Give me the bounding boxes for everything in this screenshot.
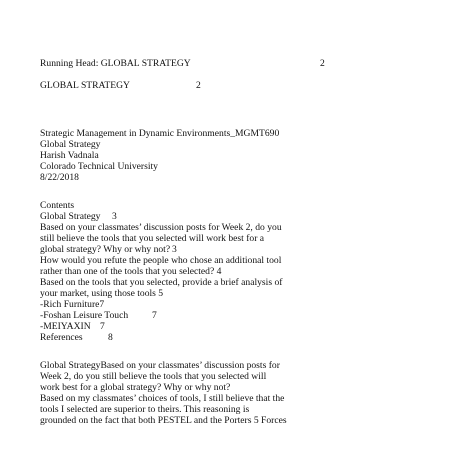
contents-item: -MEIYAXIN 7 (40, 321, 105, 332)
contents-item: How would you refute the people who chose an additional tool (40, 255, 282, 266)
body-line: Week 2, do you still believe the tools that you selected will (40, 371, 267, 382)
body-line: work best for a global strategy? Why or why not? (40, 382, 231, 393)
contents-item: -Foshan Leisure Touch 7 (40, 310, 157, 321)
body-line: grounded on the fact that both PESTEL and the Porters 5 Forces (40, 415, 287, 426)
author-name: Harish Vadnala (40, 150, 99, 161)
header-repeat: GLOBAL STRATEGY 2 (40, 80, 201, 91)
contents-item: Global Strategy 3 (40, 211, 117, 222)
contents-item: References 8 (40, 332, 113, 343)
course-title: Strategic Management in Dynamic Environments_MGMT690 (40, 128, 280, 139)
contents-heading: Contents (40, 200, 75, 211)
contents-item: Based on the tools that you selected, provide a brief analysis of (40, 277, 283, 288)
paper-title: Global Strategy (40, 139, 101, 150)
running-head: Running Head: GLOBAL STRATEGY 2 (40, 58, 325, 69)
contents-item: -Rich Furniture7 (40, 299, 105, 310)
institution: Colorado Technical University (40, 161, 158, 172)
contents-item: global strategy? Why or why not? 3 (40, 244, 177, 255)
contents-item: Based on your classmates’ discussion posts for Week 2, do you (40, 222, 282, 233)
contents-item: still believe the tools that you selected will work best for a (40, 233, 265, 244)
contents-item: your market, using those tools 5 (40, 288, 164, 299)
body-line: Global StrategyBased on your classmates’ discussion posts for (40, 360, 280, 371)
body-line: Based on my classmates’ choices of tools, I still believe that the (40, 393, 285, 404)
date: 8/22/2018 (40, 172, 79, 183)
body-line: tools I selected are superior to theirs. This reasoning is (40, 404, 250, 415)
contents-item: rather than one of the tools that you selected? 4 (40, 266, 222, 277)
